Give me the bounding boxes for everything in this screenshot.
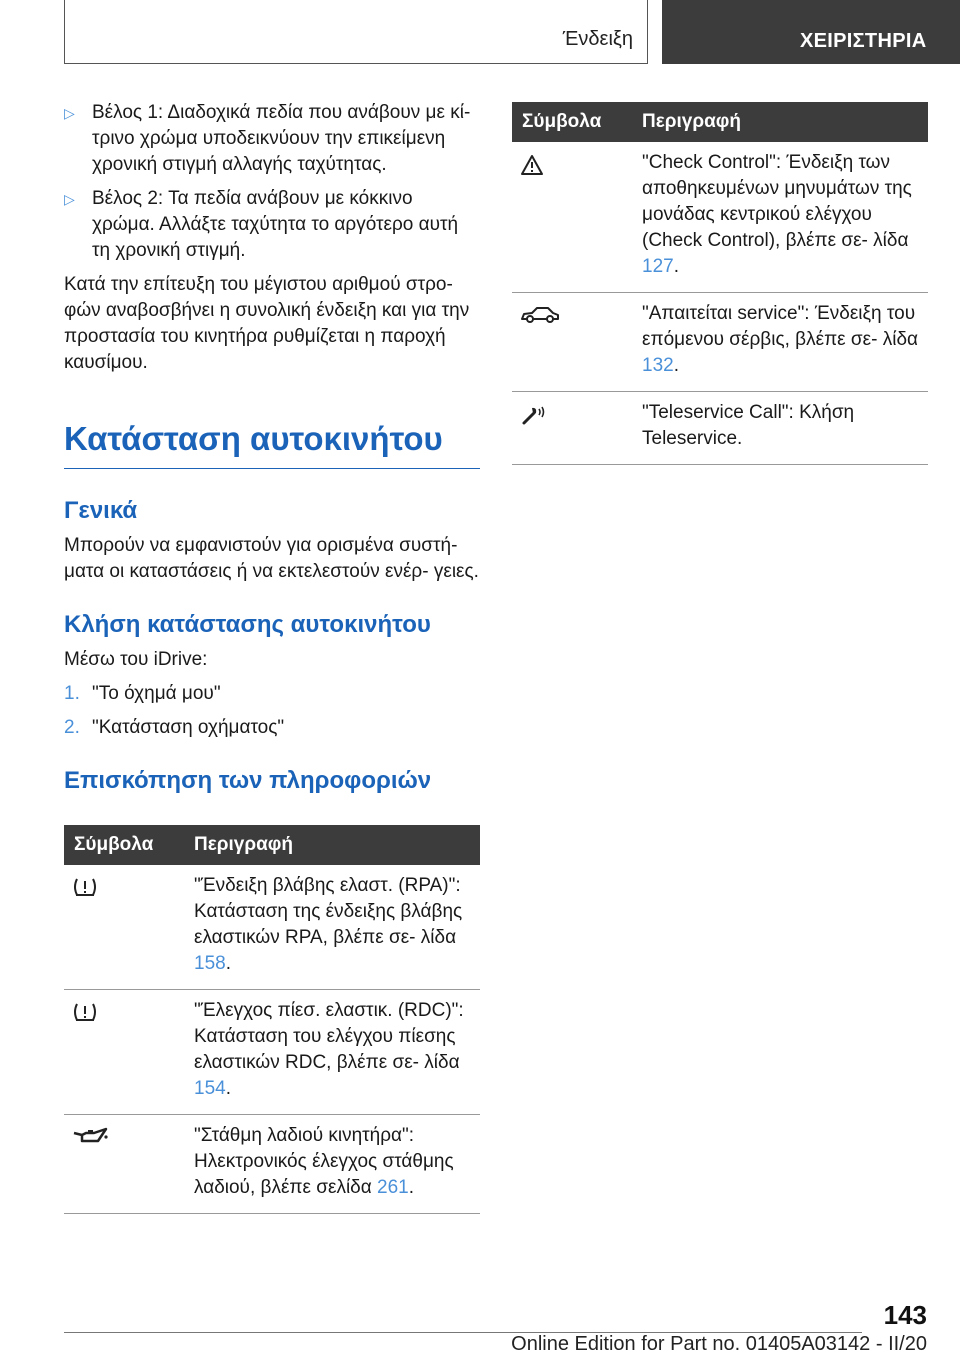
- tire-pressure-icon: [72, 1002, 98, 1022]
- general-paragraph: Μπορούν να εμφανιστούν για ορισμένα συστή‐ ματα οι καταστάσεις ή να εκτελεστούν ενέρ‐ γειες.: [64, 535, 479, 582]
- page-link[interactable]: 127: [642, 256, 674, 277]
- page-link[interactable]: 261: [377, 1177, 409, 1198]
- table-header-row: [64, 825, 480, 865]
- description-cell: [188, 865, 480, 990]
- description-column-header: Περιγραφή: [636, 102, 928, 142]
- page-link[interactable]: 154: [194, 1078, 226, 1099]
- symbol-cell: [512, 392, 636, 465]
- symbol-cell: [512, 293, 636, 392]
- description-text: "Στάθμη λαδιού κινητήρα": Ηλεκτρονικός έλεγχος στάθμης λαδιού, βλέπε σελίδα: [194, 1125, 454, 1198]
- symbol-cell: [64, 990, 188, 1115]
- sentence-end: .: [225, 1078, 231, 1099]
- vehicle-status-heading: Κατάσταση αυτοκινήτου: [64, 420, 480, 469]
- table-row: [512, 293, 928, 392]
- description-cell: [188, 990, 480, 1115]
- step-item: [64, 681, 480, 707]
- step-number: 1.: [64, 683, 80, 704]
- description-cell: [636, 293, 928, 392]
- step-text: "Το όχημά μου": [92, 683, 221, 704]
- description-column-header: Περιγραφή: [188, 825, 480, 865]
- triangle-arrow-icon: ▷: [64, 191, 75, 207]
- symbol-column-header: Σύμβολα: [512, 102, 636, 142]
- step-text: "Κατάσταση οχήματος": [92, 717, 285, 738]
- symbol-column-header: Σύμβολα: [64, 825, 188, 865]
- sentence-end: .: [225, 953, 231, 974]
- overview-heading: Επισκόπηση των πληροφοριών: [64, 767, 432, 794]
- step-number: 2.: [64, 717, 80, 738]
- general-heading: Γενικά: [64, 497, 138, 524]
- via-idrive-text: Μέσω του iDrive:: [64, 649, 208, 670]
- oil-can-icon: [72, 1127, 112, 1149]
- description-cell: [188, 1115, 480, 1214]
- description-text: "Απαιτείται service": Ένδειξη του επόμενου σέρβις, βλέπε σε‐ λίδα: [642, 303, 919, 350]
- sentence-end: .: [673, 256, 679, 277]
- triangle-arrow-icon: ▷: [64, 105, 75, 121]
- warning-triangle-icon: [520, 154, 544, 176]
- footer-edition-text: Online Edition for Part no. 01405A03142 - II/20: [511, 1333, 927, 1355]
- table-row: [512, 392, 928, 465]
- header-chapter-box: [662, 0, 960, 64]
- page-link[interactable]: 132: [642, 355, 674, 376]
- description-text: "Teleservice Call": Κλήση Teleservice.: [642, 402, 855, 449]
- table-header-row: [512, 102, 928, 142]
- description-text: "Ένδειξη βλάβης ελαστ. (RPA)": Κατάσταση της ένδειξης βλάβης ελαστικών RPA, βλέπε σε‐ λίδα: [194, 875, 463, 948]
- step-item: [64, 715, 480, 741]
- symbol-cell: [512, 142, 636, 293]
- description-text: "Έλεγχος πίεσ. ελαστικ. (RDC)": Κατάσταση του ελέγχου πίεσης ελαστικών RDC, βλέπε σε‐ λίδα: [194, 1000, 464, 1073]
- table-row: [64, 1115, 480, 1214]
- car-service-icon: [520, 305, 560, 325]
- overview-table-right: [512, 102, 928, 465]
- arrow-item-text: Βέλος 2: Τα πεδία ανάβουν με κόκκινο χρώμα. Αλλάξτε ταχύτητα το αργότερο αυτή τη χρονική στιγμή.: [92, 188, 459, 261]
- page-number: 143: [883, 1300, 927, 1330]
- call-status-heading: Κλήση κατάστασης αυτοκινήτου: [64, 611, 431, 638]
- arrow-item-text: Βέλος 1: Διαδοχικά πεδία που ανάβουν με κί‐ τρινο χρώμα υποδεικνύουν την επικείμενη χρονική στιγμή αλλαγής ταχύτητας.: [92, 102, 471, 175]
- table-row: [64, 865, 480, 990]
- header-chapter-title: ΧΕΙΡΙΣΤΗΡΙΑ: [800, 30, 927, 52]
- arrow-list-item: [64, 100, 480, 178]
- rpm-paragraph: Κατά την επίτευξη του μέγιστου αριθμού στρο‐ φών αναβοσβήνει η συνολική ένδειξη και για την προστασία του κινητήρα ρυθμίζεται η παροχή καυσίμου.: [64, 274, 470, 373]
- arrow-list-item: [64, 186, 480, 264]
- tire-warning-icon: [72, 877, 98, 897]
- symbol-cell: [64, 865, 188, 990]
- header-left-box: [64, 0, 648, 64]
- symbol-cell: [64, 1115, 188, 1214]
- description-cell: [636, 142, 928, 293]
- description-cell: [636, 392, 928, 465]
- sentence-end: .: [408, 1177, 415, 1198]
- sentence-end: .: [673, 355, 679, 376]
- table-row: [512, 142, 928, 293]
- left-column: [64, 100, 480, 1214]
- header-section-title: Ένδειξη: [562, 28, 633, 50]
- description-text: "Check Control": Ένδειξη των αποθηκευμένων μηνυμάτων της μονάδας κεντρικού ελέγχου (Check Control), βλέπε σε‐ λίδα: [642, 152, 912, 251]
- wrench-call-icon: [520, 404, 550, 426]
- table-row: [64, 990, 480, 1115]
- right-column: [512, 102, 928, 465]
- overview-table-left: [64, 825, 480, 1214]
- page-link[interactable]: 158: [194, 953, 226, 974]
